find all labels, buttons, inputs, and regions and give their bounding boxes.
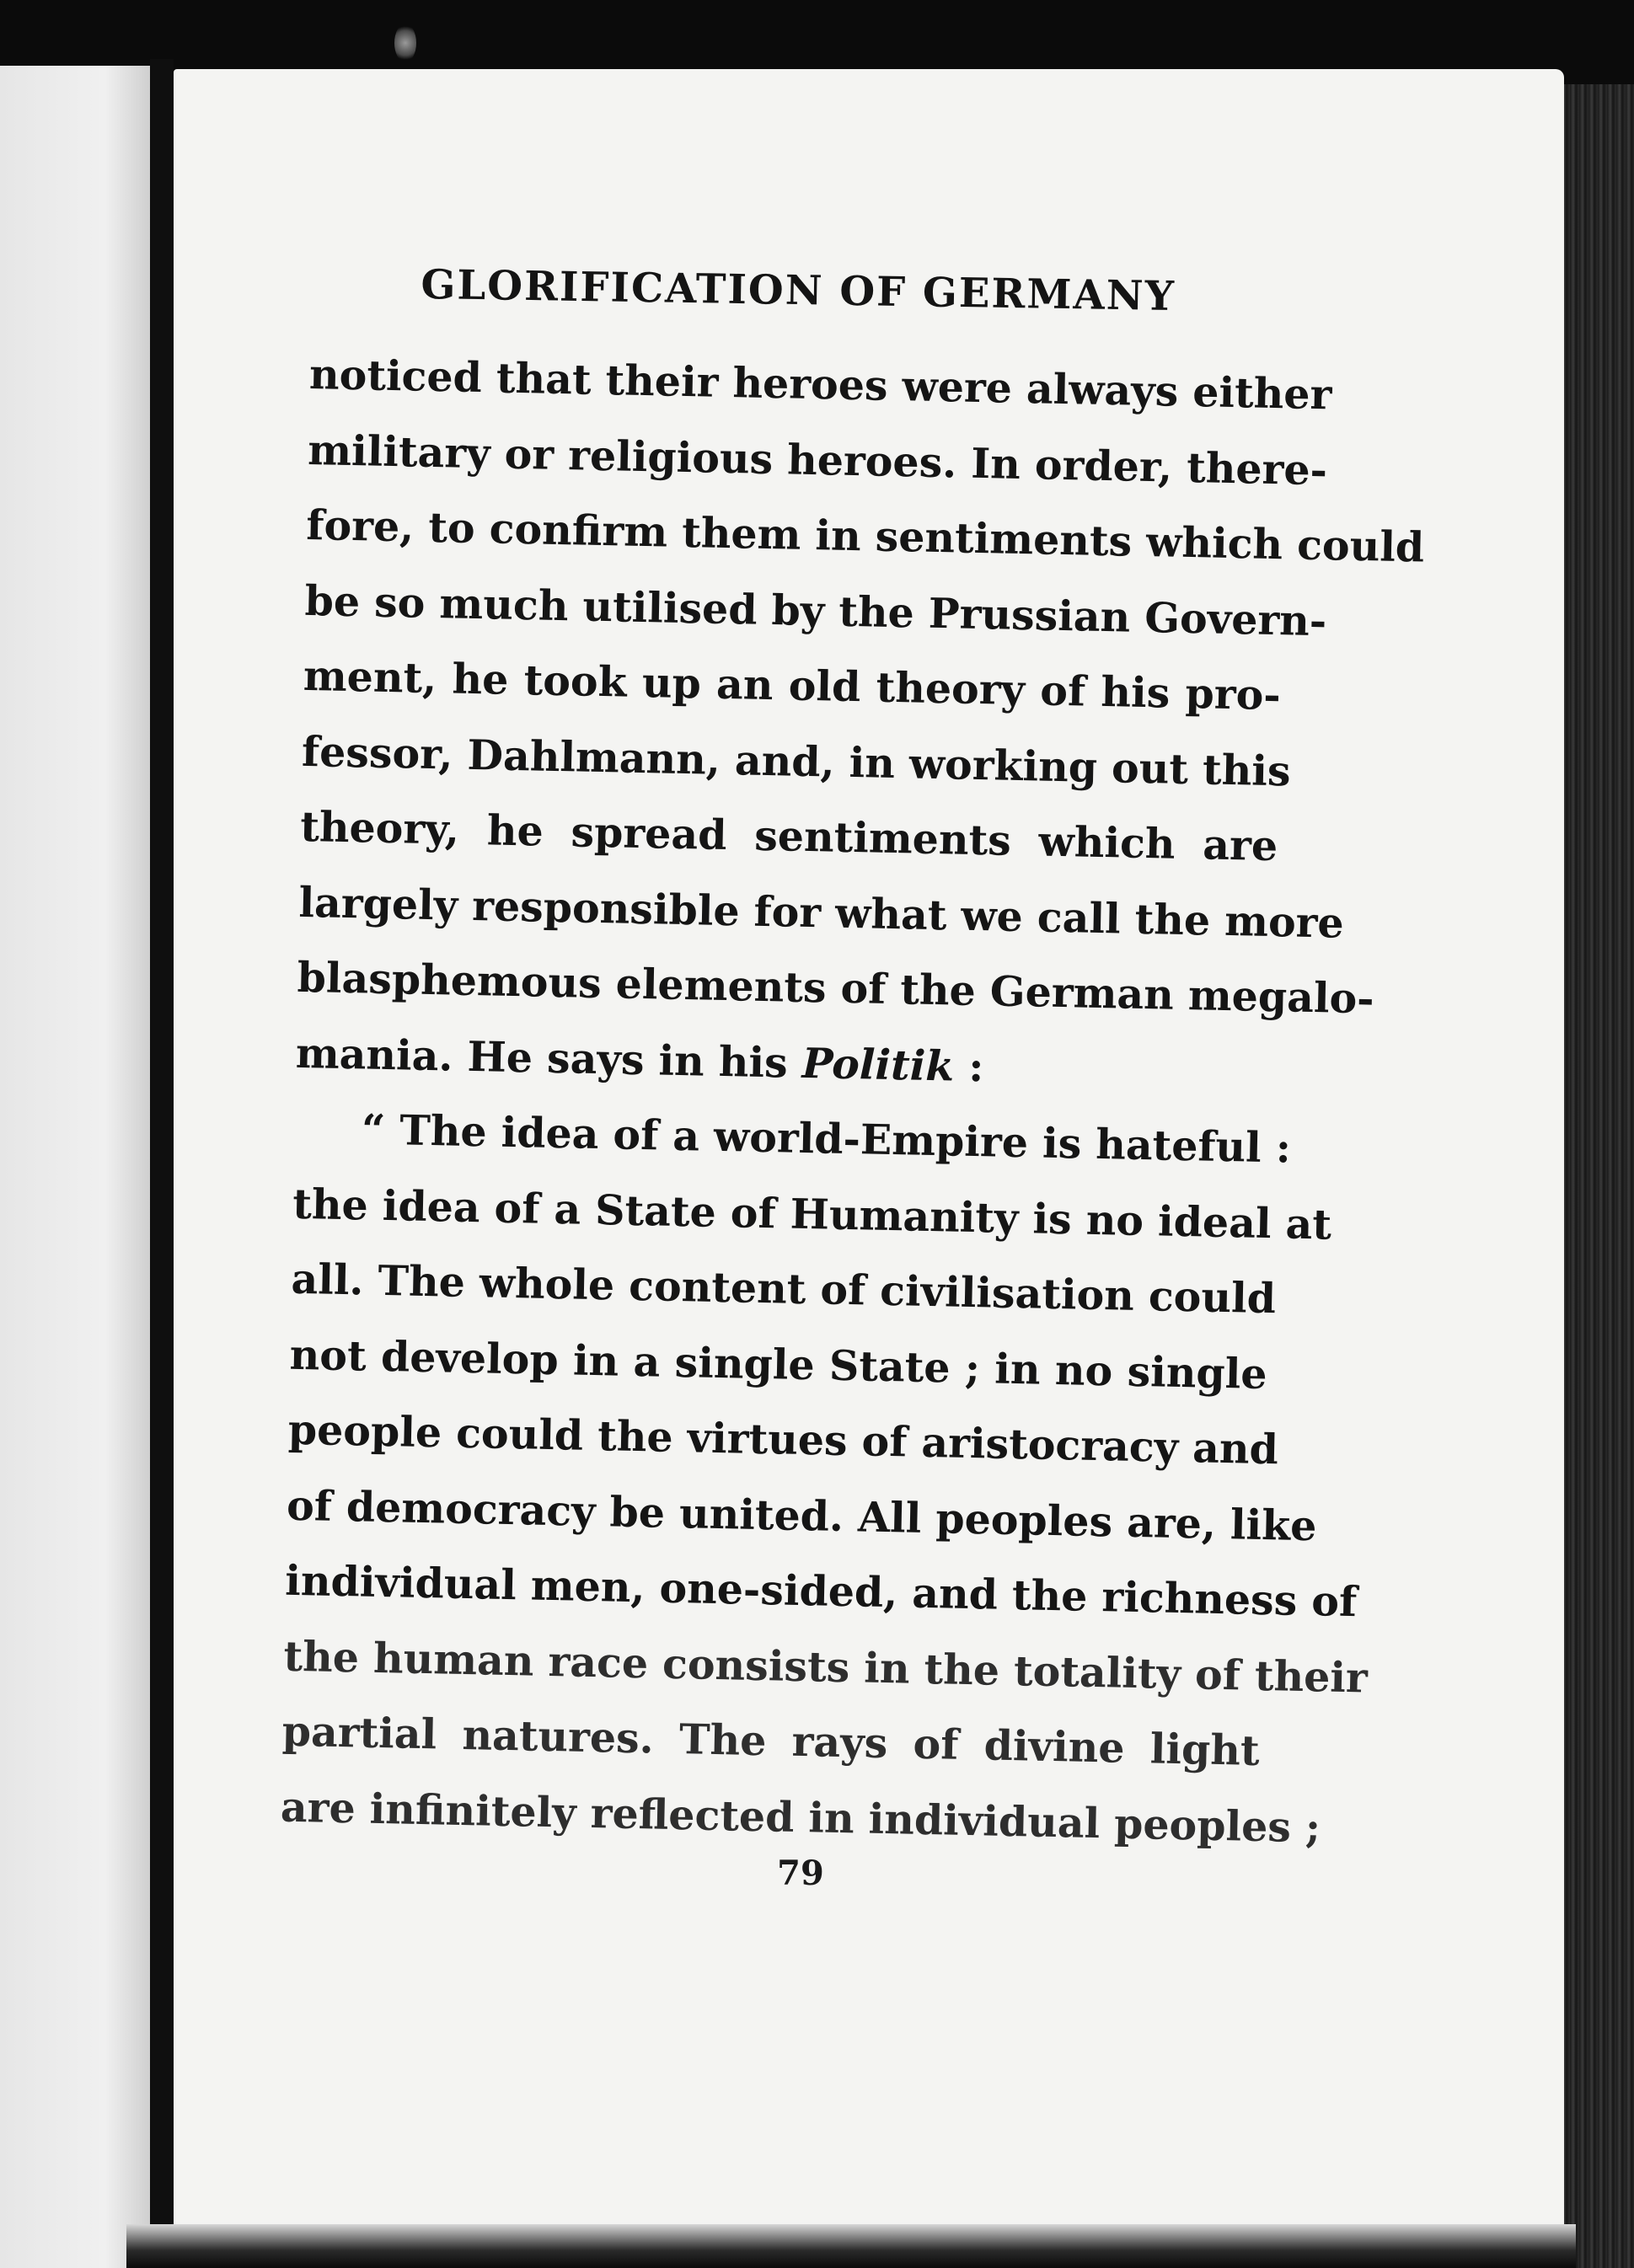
book-gutter xyxy=(150,59,174,2268)
running-head: GLORIFICATION OF GERMANY xyxy=(421,261,1176,321)
quote-line: all. The whole content of civilisation could xyxy=(290,1254,1277,1324)
paragraph-line: fessor, Dahlmann, and, in working out this xyxy=(301,726,1292,795)
quote-line: partial natures. The rays of divine light xyxy=(281,1706,1261,1775)
page-bottom-edge xyxy=(126,2224,1576,2268)
right-page-edges xyxy=(1561,84,1634,2268)
book-title-politik: Politik xyxy=(801,1038,955,1091)
paragraph-line: blasphemous elements of the German megalo- xyxy=(297,952,1375,1024)
paragraph-line: noticed that their heroes were always either xyxy=(308,349,1332,420)
quote-line: of democracy be united. All peoples are, like xyxy=(286,1480,1317,1550)
paragraph-line: largely responsible for what we call the more xyxy=(297,877,1345,948)
paragraph-line: fore, to confirm them in sentiments which could xyxy=(305,500,1425,572)
page-body-text xyxy=(280,337,1425,1864)
scan-smudge-mark xyxy=(394,24,416,62)
paragraph-text: mania. He says in his xyxy=(295,1028,803,1088)
quote-line: people could the virtues of aristocracy and xyxy=(287,1404,1279,1474)
quote-line: are infinitely reflected in individual peoples ; xyxy=(280,1782,1321,1852)
quote-line: “ The idea of a world-Empire is hateful : xyxy=(361,1105,1292,1173)
paragraph-line: military or religious heroes. In order, there- xyxy=(307,425,1328,495)
paragraph-line: ment, he took up an old theory of his pro- xyxy=(303,650,1282,720)
quote-line: individual men, one-sided, and the richness of xyxy=(284,1555,1358,1627)
paragraph-line: be so much utilised by the Prussian Govern- xyxy=(304,575,1327,645)
paragraph-line: theory, he spread sentiments which are xyxy=(299,801,1278,871)
left-facing-page-edge xyxy=(0,66,150,2268)
quote-line: the human race consists in the totality of their xyxy=(282,1631,1369,1702)
page-number: 79 xyxy=(777,1853,824,1893)
paragraph-text: : xyxy=(953,1041,985,1091)
quote-line: the idea of a State of Humanity is no ideal at xyxy=(292,1179,1332,1249)
quote-line: not develop in a single State ; in no single xyxy=(289,1329,1268,1399)
